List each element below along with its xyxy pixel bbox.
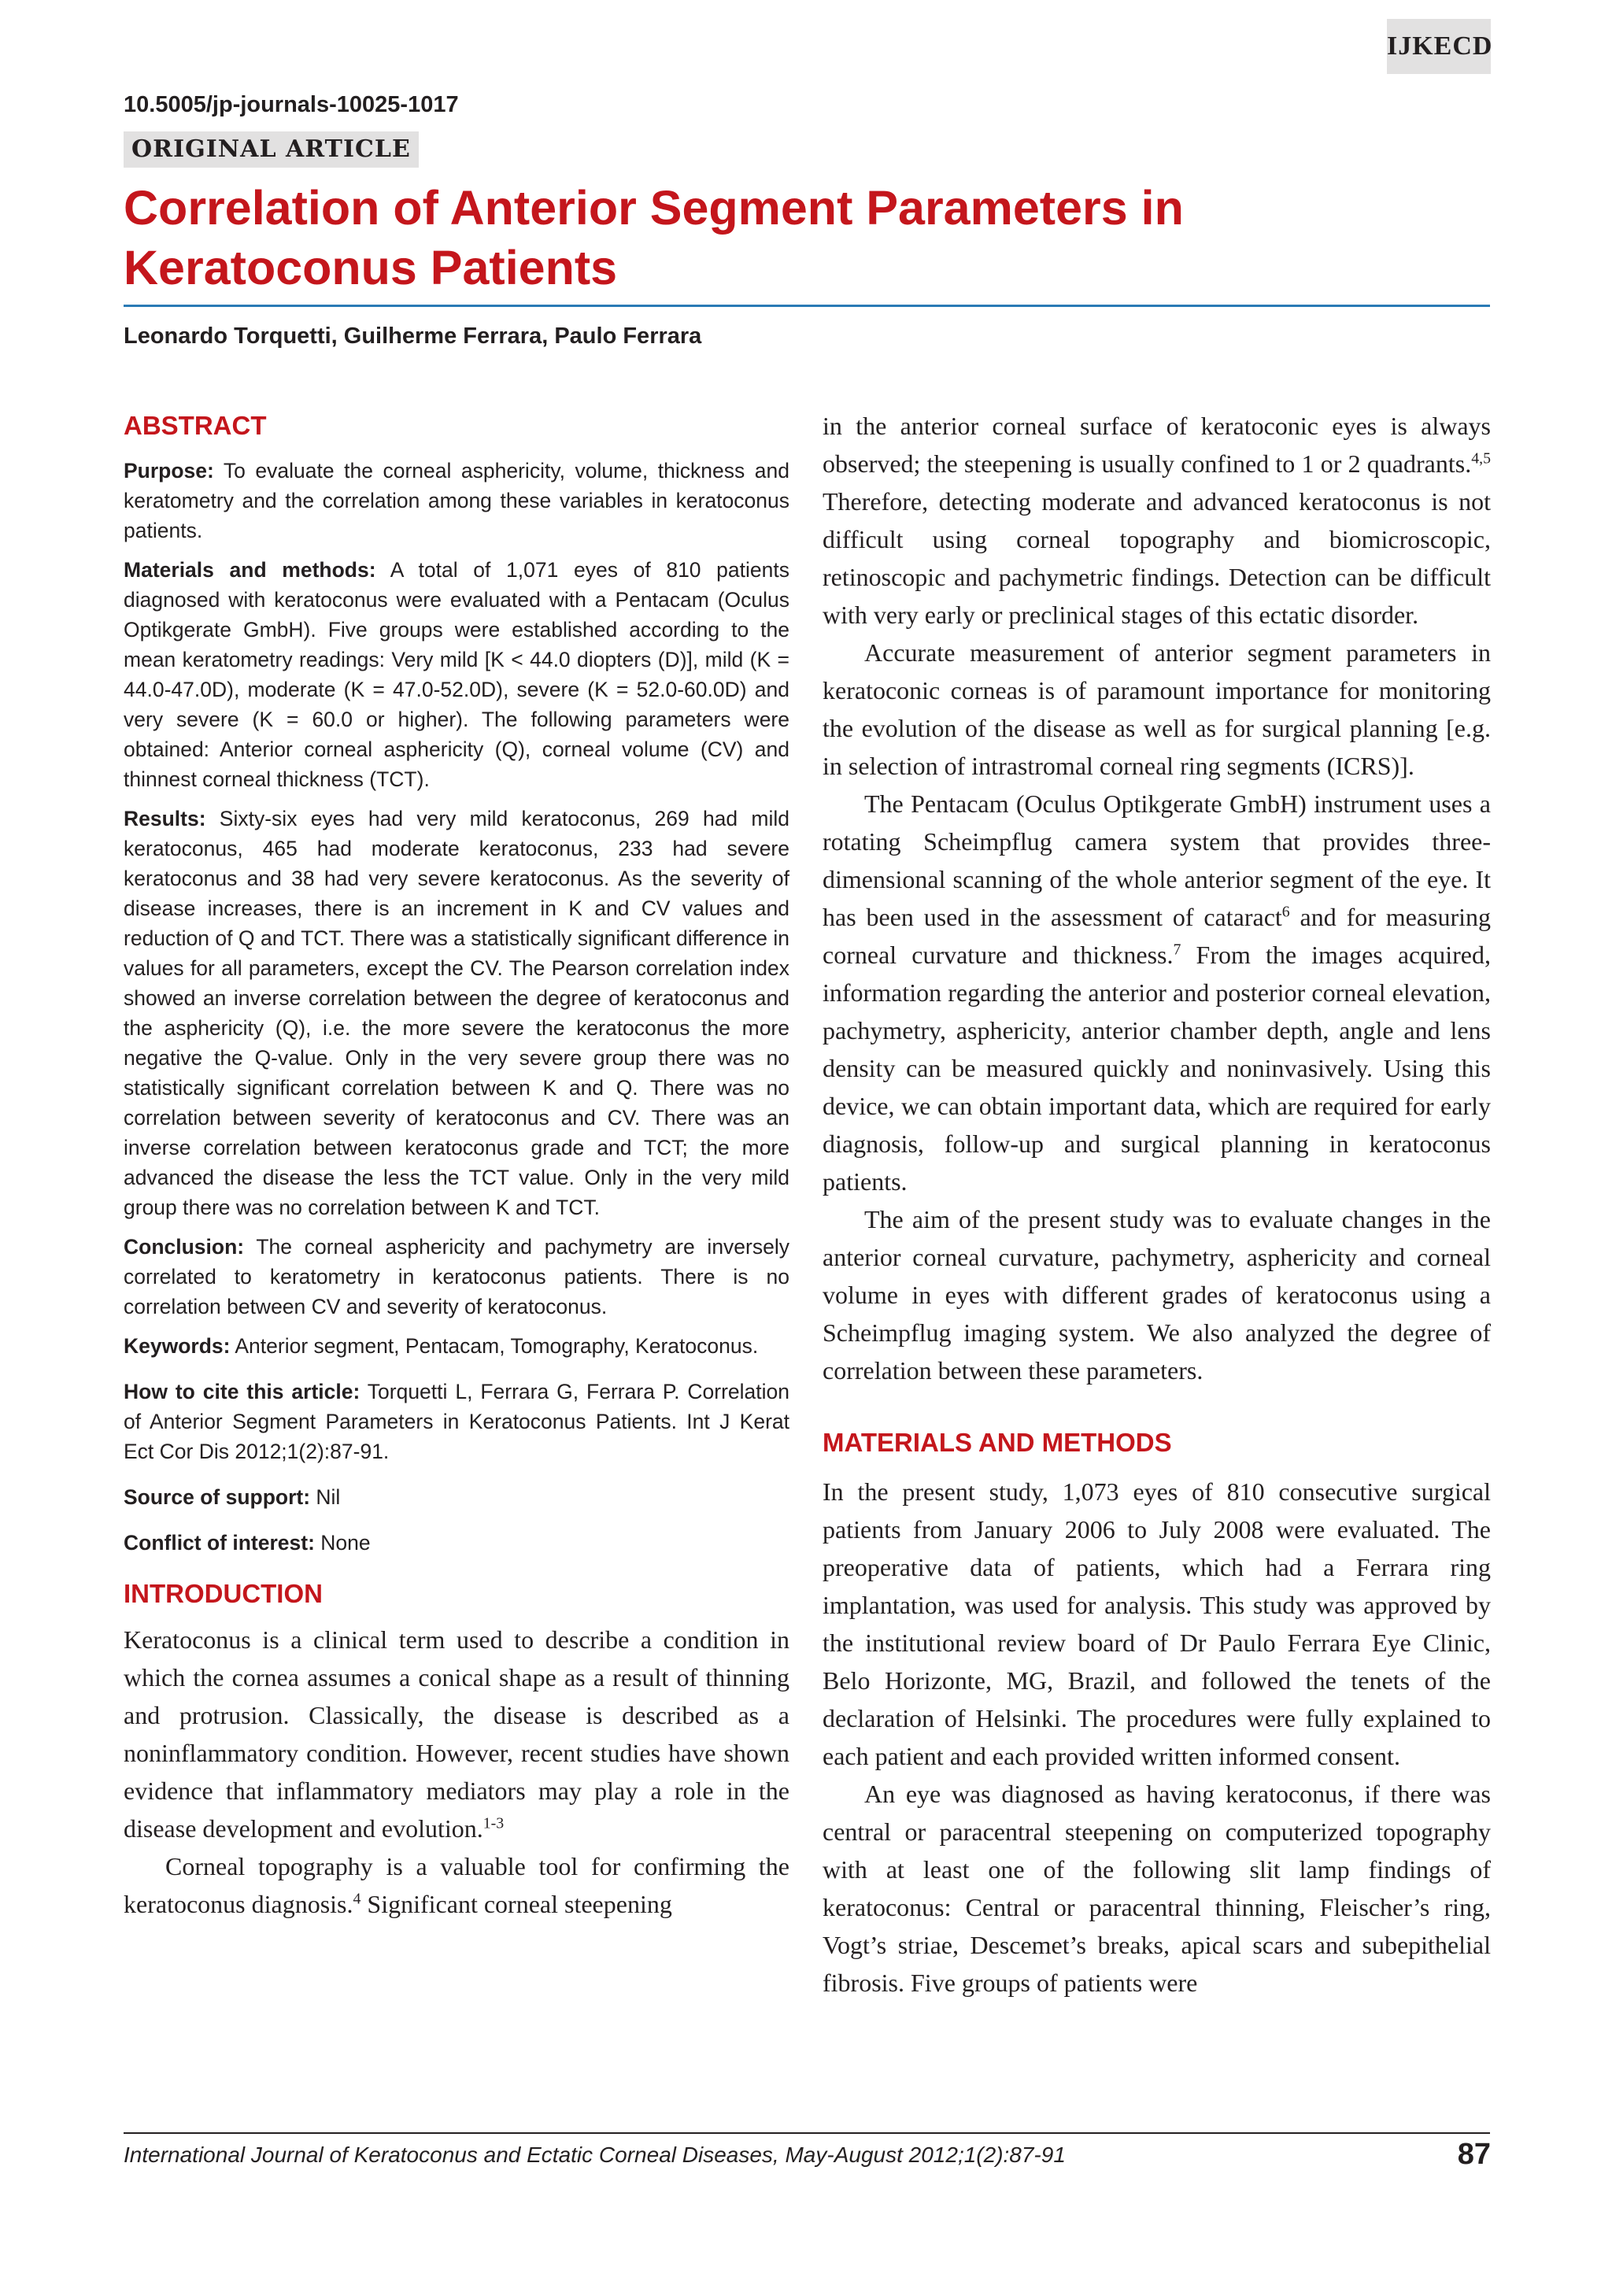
intro-p4-reference-b: 7 [1173,941,1181,959]
journal-abbrev-badge: IJKECD [1387,19,1491,74]
left-column [124,407,789,1923]
methods-paragraph: In the present study, 1,073 eyes of 810 consecutive surgical patients from January 2006 to July 2008 were evaluated. The preoperative data of patients, which had a Ferrara ring implantation, was used for analysis. This study was approved by the institutional review board of Dr Paulo Ferrara Eye Clinic, Belo Horizonte, MG, Brazil, and followed the tenets of the declaration of Helsinki. The procedures were fully explained to each patient and each provided written informed consent. [823,1477,1491,1770]
intro-p2-reference: 4 [353,1890,361,1908]
support-text: Nil [310,1485,341,1509]
intro-p4-text-b: and for measuring corneal curvature and thickness. [823,903,1492,969]
introduction-heading: INTRODUCTION [124,1579,323,1608]
keywords-label: Keywords: [124,1334,231,1358]
keywords-text: Anterior segment, Pentacam, Tomography, Keratoconus. [230,1334,759,1358]
methods-paragraph: An eye was diagnosed as having keratoconus, if there was central or paracentral steepening on computerized topography with at least one of the following slit lamp findings of keratoconus: Central or paracentral thinning, Fleischer’s ring, Vogt’s striae, Descemet’s breaks, apical scars and subepithelial fibrosis. Five groups of patients were [823,1780,1491,1997]
support-label: Source of support: [124,1485,311,1509]
title-divider [124,305,1490,307]
abstract-support [124,1482,789,1512]
footer-divider [124,2132,1490,2134]
introduction-paragraph [124,1621,789,1847]
methods-text: A total of 1,071 eyes of 810 patients diagnosed with keratoconus were evaluated with a Pentacam (Oculus Optikgerate GmbH). Five groups were established according to the mean keratometry readings: Very mild [K < 44.0 diopters (D)], mild (K = 44.0-47.0D), moderate (K = 47.0-52.0D), severe (K = 52.0-60.0D) and very severe (K = 60.0 or higher). The following parameters were obtained: Anterior corneal asphericity (Q), corneal volume (CV) and thinnest corneal thickness (TCT). [124,558,789,791]
conclusion-label: Conclusion: [124,1235,245,1259]
abstract-keywords [124,1331,789,1361]
intro-p1-reference: 1-3 [482,1814,505,1832]
conflict-text: None [314,1531,371,1555]
results-label: Results: [124,807,206,830]
purpose-label: Purpose: [124,459,214,482]
page-number: 87 [1457,2138,1491,2171]
journal-citation-footer: International Journal of Keratoconus and Ectatic Corneal Diseases, May-August 2012;1(2):87-91 [124,2143,1066,2167]
abstract-methods [124,555,789,794]
abstract-heading: ABSTRACT [124,411,267,440]
conflict-label: Conflict of interest: [124,1531,315,1555]
abstract-conclusion [124,1232,789,1322]
authors: Leonardo Torquetti, Guilherme Ferrara, Paulo Ferrara [124,324,702,349]
purpose-text: To evaluate the corneal asphericity, volume, thickness and keratometry and the correlation among these variables in keratoconus patients. [124,459,789,542]
intro-p4-text-c: From the images acquired, information regarding the anterior and posterior corneal elevation, pachymetry, asphericity, anterior chamber depth, angle and lens density can be measured quickly and noninvasively. Using this device, we can obtain important data, which are required for early diagnosis, follow-up and surgical planning in keratoconus patients. [823,941,1492,1196]
introduction-paragraph [124,1847,789,1923]
intro-p2-text: Corneal topography is a valuable tool for confirming the keratoconus diagnosis. [124,1852,789,1918]
introduction-paragraph: The aim of the present study was to evaluate changes in the anterior corneal curvature, pachymetry, asphericity and corneal volume in eyes with different grades of keratoconus using a Scheimpflug imaging system. We also analyzed the degree of correlation between these parameters. [823,1205,1491,1385]
article-title: Correlation of Anterior Segment Parameters in Keratoconus Patients [124,181,1184,294]
methods-heading: MATERIALS AND METHODS [823,1428,1172,1457]
intro-p4-reference-a: 6 [1281,903,1290,921]
abstract-conflict [124,1528,789,1558]
right-column [823,407,1491,2002]
citation-label: How to cite this article: [124,1380,360,1403]
introduction-paragraph: Accurate measurement of anterior segment parameters in keratoconic corneas is of paramount importance for monitoring the evolution of the disease as well as for surgical planning [e.g. in selection of intrastromal corneal ring segments (ICRS)]. [823,638,1491,780]
intro-p2-continuation: in the anterior corneal surface of keratoconic eyes is always observed; the steepening is usually confined to 1 or 2 quadrants. [823,412,1491,478]
intro-p2-text-end: Therefore, detecting moderate and advanced keratoconus is not difficult using corneal topography and biomicroscopic, retinoscopic and pachymetric findings. Detection can be difficult with very early or preclinical stages of this ectatic disorder. [823,487,1491,629]
intro-p2-text-continued: Significant corneal steepening [360,1890,672,1918]
intro-p4-text: The Pentacam (Oculus Optikgerate GmbH) instrument uses a rotating Scheimpflug camera system that provides three-dimensional scanning of the whole anterior segment of the eye. It has been used in the assessment of cataract [823,789,1491,931]
citation-text: Torquetti L, Ferrara G, Ferrara P. Correlation of Anterior Segment Parameters in Keratoconus Patients. Int J Kerat Ect Cor Dis 2012;1(2):87-91. [124,1380,790,1463]
article-type-label: ORIGINAL ARTICLE [124,131,419,168]
intro-p2-reference-b: 4,5 [1471,449,1491,468]
abstract-purpose [124,456,789,545]
abstract-citation [124,1377,789,1466]
doi: 10.5005/jp-journals-10025-1017 [124,92,459,117]
introduction-paragraph-continued [823,407,1491,634]
conclusion-text: The corneal asphericity and pachymetry are inversely correlated to keratometry in keratoconus patients. There is no correlation between CV and severity of keratoconus. [124,1235,789,1318]
intro-p1-text: Keratoconus is a clinical term used to describe a condition in which the cornea assumes a conical shape as a result of thinning and protrusion. Classically, the disease is described as a noninflammatory condition. However, recent studies have shown evidence that inflammatory mediators may play a role in the disease development and evolution. [124,1625,789,1843]
methods-label: Materials and methods: [124,558,376,582]
abstract-results [124,804,789,1222]
introduction-paragraph [823,785,1491,1200]
results-text: Sixty-six eyes had very mild keratoconus, 269 had mild keratoconus, 465 had moderate keratoconus, 233 had severe keratoconus and 38 had very severe keratoconus. As the severity of disease increases, there is an increment in K and CV values and reduction of Q and TCT. There was a statistically significant difference in values for all parameters, except the CV. The Pearson correlation index showed an inverse correlation between the degree of keratoconus and the asphericity (Q), i.e. the more severe the keratoconus the more negative the Q-value. Only in the very severe group there was no statistically significant correlation between K and Q. There was no correlation between severity of keratoconus and CV. There was an inverse correlation between keratoconus grade and TCT; the more advanced the disease the less the TCT value. Only in the very mild group there was no correlation between K and TCT. [124,807,789,1219]
